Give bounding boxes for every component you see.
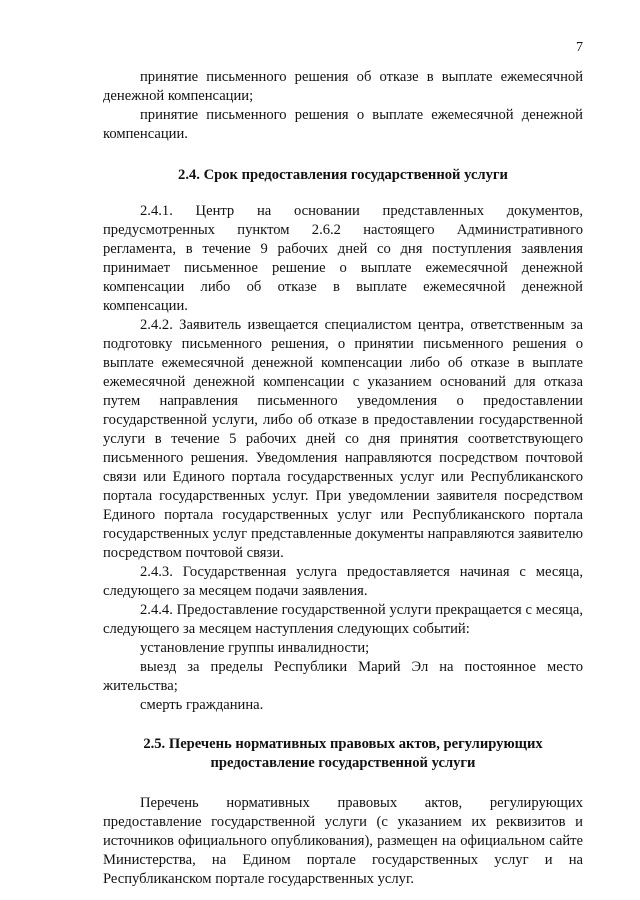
event-item-3: смерть гражданина. [140, 697, 264, 713]
page-number: 7 [576, 40, 583, 55]
paragraph-2-4-4: 2.4.4. Предоставление государственной услуги прекращается с месяца, следующего за месяцем наступления следующих событий: [103, 602, 583, 637]
section-2-4-heading: 2.4. Срок предоставления государственной услуги [178, 167, 508, 183]
intro-paragraph-1: принятие письменного решения об отказе в выплате ежемесячной денежной компенсации; [103, 69, 583, 104]
section-2-5-heading-line-1: 2.5. Перечень нормативных правовых актов, регулирующих [143, 736, 543, 752]
paragraph-2-4-3: 2.4.3. Государственная услуга предоставляется начиная с месяца, следующего за месяцем подачи заявления. [103, 564, 583, 599]
event-item-2: выезд за пределы Республики Марий Эл на постоянное место жительства; [103, 659, 583, 694]
paragraph-2-4-2: 2.4.2. Заявитель извещается специалистом центра, ответственным за подготовку письменного решения, о принятии письменного решения о выплате ежемесячной денежной компенсации либо об отказе в выплате ежемесячной денежной компенсации с указанием оснований для отказа путем направления письменного уведомления о предоставлении государственной услуги, либо об отказе в предоставлении государственной услуги в течение 5 рабочих дней со дня принятия соответствующего письменного решения. Уведомления направляются посредством почтовой связи или Единого портала государственных услуг или Республиканского портала государственных услуг. При уведомлении заявителя посредством Единого портала государственных услуг или Республиканского портала государственных услуг представленные документы направляются заявителю посредством почтовой связи. [103, 317, 583, 561]
intro-paragraph-2: принятие письменного решения о выплате ежемесячной денежной компенсации. [103, 107, 583, 142]
section-2-5-heading-line-2: предоставление государственной услуги [210, 755, 476, 771]
paragraph-2-5: Перечень нормативных правовых актов, регулирующих предоставление государственной услуги (с указанием их реквизитов и источников официального опубликования), размещен на официальном сайте Министерства, на Едином портале государственных услуг и на Республиканском портале государственных услуг. [103, 795, 583, 887]
paragraph-2-4-1: 2.4.1. Центр на основании представленных документов, предусмотренных пунктом 2.6.2 настоящего Административного регламента, в течение 9 рабочих дней со дня поступления заявления принимает письменное решение о выплате ежемесячной денежной компенсации либо об отказе в выплате ежемесячной денежной компенсации. [103, 203, 583, 314]
document-body [103, 68, 583, 889]
event-item-1: установление группы инвалидности; [140, 640, 370, 656]
section-2-5-heading [103, 735, 583, 773]
